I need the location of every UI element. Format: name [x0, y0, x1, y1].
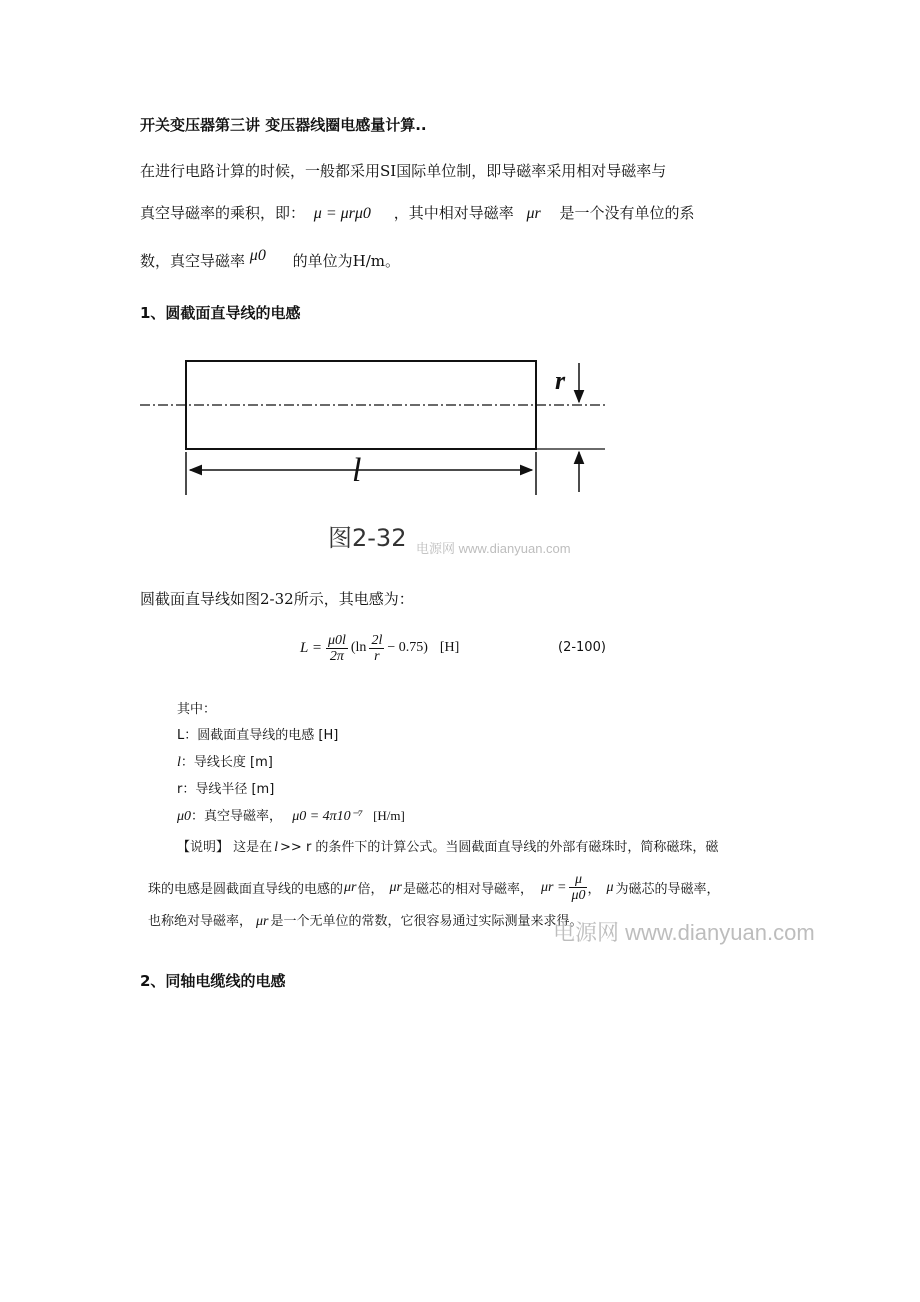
note-mu-r-2: μr — [389, 879, 402, 895]
length-label: l — [352, 452, 362, 489]
note-mu-r-eq: μr = — [541, 879, 567, 895]
mu-r-symbol: μr — [526, 205, 541, 222]
intro-line-2 — [140, 202, 695, 223]
def-L: L：圆截面直导线的电感 [H] — [177, 728, 339, 743]
note-line-3 — [148, 910, 583, 930]
def-l — [177, 751, 273, 771]
formula-ln: (ln — [350, 640, 367, 655]
note-line-1 — [177, 836, 718, 856]
note-line-3-a: 也称绝对导磁率， — [148, 914, 253, 929]
def-mu0-unit: [H/m] — [373, 808, 405, 823]
note-line-1-a: 【说明】 这是在 — [177, 840, 273, 855]
formula-fraction-1-num: μ0l — [327, 632, 346, 648]
note-fraction-den: μ0 — [571, 888, 586, 903]
intro-line-1: 在进行电路计算的时候，一般都采用SI国际单位制，即导磁率采用相对导磁率与 — [140, 162, 667, 180]
note-line-2 — [148, 872, 720, 903]
inductance-formula — [300, 628, 459, 668]
def-r: r：导线半径 [m] — [177, 782, 275, 797]
note-line-2-a: 珠的电感是圆截面直导线的电感的 — [148, 882, 344, 897]
mu0-symbol: μ0 — [249, 247, 266, 264]
def-mu0-value: μ0 = 4π10⁻⁷ — [292, 809, 363, 824]
note-fraction-num: μ — [569, 872, 587, 888]
note-mu: μ — [606, 879, 614, 895]
section-2-heading: 2、同轴电缆线的电感 — [140, 972, 286, 990]
def-mu0-symbol: μ0 — [177, 809, 192, 824]
note-line-2-e: 为磁芯的导磁率， — [615, 882, 720, 897]
def-mu0-text: ：真空导磁率， — [191, 809, 283, 824]
note-l-symbol: l — [274, 840, 279, 855]
where-label: 其中： — [177, 702, 217, 717]
note-line-1-b: >> r 的条件下的计算公式。当圆截面直导线的外部有磁珠时，简称磁珠，磁 — [280, 840, 719, 855]
note-mu-ratio-fraction — [569, 872, 587, 903]
figure-2-32 — [130, 350, 620, 560]
radius-label: r — [555, 366, 566, 395]
note-mu-r-3: μr — [256, 914, 269, 929]
figure-watermark: 电源网 www.dianyuan.com — [416, 541, 571, 556]
def-mu0 — [177, 805, 405, 825]
figure-caption: 图2-32 — [328, 524, 407, 552]
note-line-2-b: 倍， — [357, 882, 384, 897]
equation-number: (2-100) — [558, 640, 606, 655]
def-l-text: ：导线长度 [m] — [180, 755, 273, 770]
note-line-2-c: 是磁芯的相对导磁率， — [403, 882, 534, 897]
intro-line-2-b: ，其中相对导磁率 — [393, 204, 514, 222]
formula-fraction-1-den: 2π — [329, 648, 344, 664]
intro-line-2-a: 真空导磁率的乘积，即： — [140, 204, 306, 222]
page-title: 开关变压器第三讲 变压器线圈电感量计算.. — [140, 116, 427, 134]
formula-unit: [H] — [439, 640, 460, 655]
intro-line-3-a: 数，真空导磁率 — [140, 252, 246, 270]
formula-fraction-2 — [369, 633, 384, 664]
intro-line-3 — [140, 247, 400, 271]
section-1-heading: 1、圆截面直导线的电感 — [140, 304, 301, 322]
formula-fraction-2-num: 2l — [371, 632, 383, 648]
intro-line-3-b: 的单位为H/m。 — [292, 252, 400, 270]
def-l-symbol: l — [177, 755, 181, 770]
formula-lhs: L = — [300, 639, 322, 656]
page-watermark: 电源网 www.dianyuan.com — [553, 920, 815, 945]
note-line-2-d: ， — [587, 882, 601, 897]
intro-line-2-c: 是一个没有单位的系 — [559, 204, 695, 222]
mu-definition-formula: μ = μrμ0 — [313, 205, 371, 222]
formula-fraction-2-den: r — [374, 648, 380, 664]
formula-fraction-1 — [326, 633, 348, 664]
section-1-description: 圆截面直导线如图2-32所示，其电感为： — [140, 590, 414, 608]
note-mu-r-1: μr — [344, 879, 357, 895]
formula-tail: − 0.75) — [387, 640, 428, 655]
note-line-3-b: 是一个无单位的常数，它很容易通过实际测量来求得。 — [270, 914, 583, 929]
